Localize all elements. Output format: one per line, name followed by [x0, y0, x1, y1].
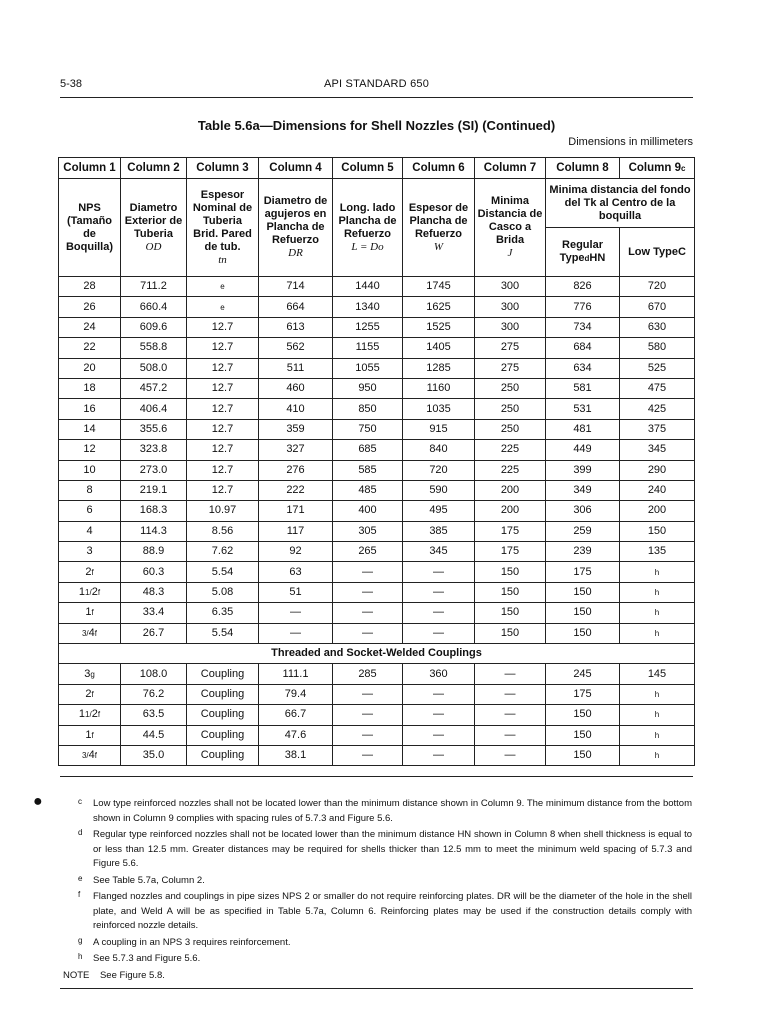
- footnote-ref: h: [654, 588, 660, 598]
- desc-low-type: Low TypeC: [620, 228, 695, 277]
- table-cell: 776: [546, 297, 620, 317]
- table-cell: 12.7: [187, 399, 259, 419]
- table-cell: 323.8: [121, 440, 187, 460]
- header-rule: [60, 97, 693, 98]
- table-cell: 150: [546, 582, 620, 602]
- table-cell: 35.0: [121, 745, 187, 765]
- table-cell: 1525: [403, 317, 475, 337]
- nozzle-row: [59, 419, 695, 439]
- coupling-row: [59, 745, 695, 765]
- table-cell: 290: [620, 460, 695, 480]
- table-cell: 664: [259, 297, 333, 317]
- table-cell: $^{3/}$4$^f$: [59, 745, 121, 765]
- table-cell: —: [403, 603, 475, 623]
- table-cell: 111.1: [259, 664, 333, 684]
- desc-regular-type: Regular Type$^d$HN: [546, 228, 620, 277]
- nozzle-dimensions-table: [58, 157, 695, 766]
- table-cell: 300: [475, 297, 546, 317]
- footnote: [78, 797, 692, 826]
- coupling-rows: [59, 664, 695, 766]
- table-cell: 495: [403, 501, 475, 521]
- table-cell: 150: [546, 745, 620, 765]
- table-cell: 360: [403, 664, 475, 684]
- table-cell: 720: [620, 277, 695, 297]
- table-cell: 1160: [403, 378, 475, 398]
- table-cell: 12.7: [187, 378, 259, 398]
- table-cell: 150: [475, 562, 546, 582]
- column-header: Column 2: [121, 158, 187, 179]
- table-cell: 1405: [403, 338, 475, 358]
- footnote-text: Low type reinforced nozzles shall not be located lower than the minimum distance shown in Column 9. The minimum distance from the bottom shown in Column 9 complies with spacing rules of 5.7.3 and Figure 5.6.: [93, 798, 692, 824]
- table-cell: 915: [403, 419, 475, 439]
- table-cell: —: [333, 603, 403, 623]
- table-cell: —: [333, 582, 403, 602]
- table-cell: —: [475, 664, 546, 684]
- table-cell: —: [333, 705, 403, 725]
- nozzle-row: [59, 623, 695, 643]
- table-cell: 850: [333, 399, 403, 419]
- table-cell: 76.2: [121, 684, 187, 704]
- table-cell: 66.7: [259, 705, 333, 725]
- table-cell: 6: [59, 501, 121, 521]
- table-cell: 150: [546, 603, 620, 623]
- table-cell: [187, 297, 259, 317]
- table-cell: 8: [59, 480, 121, 500]
- table-cell: 48.3: [121, 582, 187, 602]
- footnote-ref: h: [654, 730, 660, 740]
- units-note: Dimensions in millimeters: [568, 136, 693, 148]
- table-cell: —: [403, 582, 475, 602]
- footnote-ref: e: [220, 302, 225, 312]
- table-cell: 150: [620, 521, 695, 541]
- footnote: [78, 874, 692, 889]
- table-cell: 5.54: [187, 623, 259, 643]
- table-cell: —: [403, 623, 475, 643]
- nozzle-row: [59, 562, 695, 582]
- table-cell: 38.1: [259, 745, 333, 765]
- table-cell: [620, 684, 695, 704]
- table-cell: 1255: [333, 317, 403, 337]
- table-cell: 1$^f$: [59, 603, 121, 623]
- footnote: [78, 936, 692, 951]
- footnote-key: d: [78, 828, 83, 837]
- table-cell: 28: [59, 277, 121, 297]
- desc-hole-diameter: Diametro de agujeros en Plancha de Refuerzo DR: [259, 179, 333, 277]
- table-cell: 1055: [333, 358, 403, 378]
- table-cell: 2$^f$: [59, 684, 121, 704]
- table-cell: 375: [620, 419, 695, 439]
- table-cell: 200: [475, 501, 546, 521]
- table-cell: 150: [475, 603, 546, 623]
- table-cell: 24: [59, 317, 121, 337]
- table-cell: —: [333, 684, 403, 704]
- table-cell: 200: [475, 480, 546, 500]
- nozzle-row: [59, 460, 695, 480]
- table-cell: 51: [259, 582, 333, 602]
- table-cell: 5.08: [187, 582, 259, 602]
- table-cell: 457.2: [121, 378, 187, 398]
- table-cell: 12.7: [187, 440, 259, 460]
- table-cell: 1745: [403, 277, 475, 297]
- footnote-key: g: [78, 935, 83, 945]
- table-cell: 581: [546, 378, 620, 398]
- footnote-ref: h: [654, 628, 660, 638]
- table-cell: 12.7: [187, 317, 259, 337]
- column-header: Column 6: [403, 158, 475, 179]
- table-cell: 585: [333, 460, 403, 480]
- table-cell: [187, 277, 259, 297]
- table-cell: 245: [546, 664, 620, 684]
- table-cell: 720: [403, 460, 475, 480]
- desc-thickness: Espesor Nominal de Tuberia Brid. Pared de tub. tn: [187, 179, 259, 277]
- column-header: Column 9$^c$: [620, 158, 695, 179]
- table-cell: 285: [333, 664, 403, 684]
- table-cell: 562: [259, 338, 333, 358]
- coupling-row: [59, 664, 695, 684]
- table-cell: 171: [259, 501, 333, 521]
- table-cell: 33.4: [121, 603, 187, 623]
- table-cell: 47.6: [259, 725, 333, 745]
- table-cell: 114.3: [121, 521, 187, 541]
- page-number: 5-38: [60, 78, 83, 90]
- footnote: [78, 828, 692, 872]
- footnote-ref: h: [654, 751, 660, 761]
- table-cell: 200: [620, 501, 695, 521]
- table-cell: —: [475, 705, 546, 725]
- table-cell: $^{3/}$4$^f$: [59, 623, 121, 643]
- table-cell: 327: [259, 440, 333, 460]
- table-cell: 276: [259, 460, 333, 480]
- table-cell: 734: [546, 317, 620, 337]
- table-cell: 12.7: [187, 358, 259, 378]
- coupling-row: [59, 684, 695, 704]
- table-cell: 750: [333, 419, 403, 439]
- table-cell: —: [333, 725, 403, 745]
- table-cell: 511: [259, 358, 333, 378]
- table-cell: 26: [59, 297, 121, 317]
- nozzle-rows: [59, 277, 695, 644]
- table-cell: 3$^g$: [59, 664, 121, 684]
- table-cell: 150: [546, 623, 620, 643]
- table-cell: 265: [333, 542, 403, 562]
- table-cell: 2$^f$: [59, 562, 121, 582]
- table-cell: 88.9: [121, 542, 187, 562]
- table-cell: 685: [333, 440, 403, 460]
- table-title: Table 5.6a—Dimensions for Shell Nozzles (SI) (Continued): [197, 118, 556, 133]
- footer-rule: [60, 988, 693, 989]
- nozzle-row: [59, 501, 695, 521]
- table-cell: 406.4: [121, 399, 187, 419]
- table-cell: 1625: [403, 297, 475, 317]
- table-cell: 20: [59, 358, 121, 378]
- footnote-key: e: [78, 873, 83, 883]
- table-cell: [620, 745, 695, 765]
- table-cell: 558.8: [121, 338, 187, 358]
- table-cell: 168.3: [121, 501, 187, 521]
- desc-min-distance: Minima distancia del fondo del Tk al Centro de la boquilla: [546, 179, 695, 228]
- table-cell: 670: [620, 297, 695, 317]
- table-cell: 63.5: [121, 705, 187, 725]
- table-cell: —: [259, 603, 333, 623]
- table-cell: 22: [59, 338, 121, 358]
- column-header: Column 3: [187, 158, 259, 179]
- table-cell: 10.97: [187, 501, 259, 521]
- table-cell: 630: [620, 317, 695, 337]
- table-cell: —: [333, 562, 403, 582]
- table-cell: 634: [546, 358, 620, 378]
- table-cell: 250: [475, 399, 546, 419]
- table-note: NOTE See Figure 5.8.: [63, 969, 165, 981]
- table-cell: 580: [620, 338, 695, 358]
- table-cell: 355.6: [121, 419, 187, 439]
- table-cell: 714: [259, 277, 333, 297]
- footnote-ref: e: [220, 282, 225, 292]
- table-cell: 7.62: [187, 542, 259, 562]
- footnote: [78, 890, 692, 934]
- table-cell: 1340: [333, 297, 403, 317]
- table-cell: 711.2: [121, 277, 187, 297]
- footnote-ref: h: [654, 567, 660, 577]
- table-cell: 305: [333, 521, 403, 541]
- table-cell: 12.7: [187, 460, 259, 480]
- footnote: [78, 952, 692, 967]
- page-header: [60, 78, 693, 96]
- table-cell: [620, 623, 695, 643]
- table-cell: —: [475, 725, 546, 745]
- table-cell: —: [403, 684, 475, 704]
- nozzle-row: [59, 399, 695, 419]
- table-cell: [620, 582, 695, 602]
- table-cell: 135: [620, 542, 695, 562]
- table-cell: 410: [259, 399, 333, 419]
- table-cell: 950: [333, 378, 403, 398]
- table-cell: Coupling: [187, 705, 259, 725]
- table-cell: —: [403, 562, 475, 582]
- table-cell: 273.0: [121, 460, 187, 480]
- table-cell: 684: [546, 338, 620, 358]
- footnote-text: Flanged nozzles and couplings in pipe sizes NPS 2 or smaller do not require reinforcing plates. DR will be the diameter of the hole in the shell plate, and Weld A will be as specified in Table 5.7a, Column 6. Reinforcing plates may be used if the construction details comply with reinforced nozzle details.: [93, 891, 692, 931]
- description-row: [59, 179, 695, 228]
- nozzle-row: [59, 542, 695, 562]
- table-cell: 609.6: [121, 317, 187, 337]
- table-cell: 12: [59, 440, 121, 460]
- table-cell: Coupling: [187, 664, 259, 684]
- table-cell: —: [403, 705, 475, 725]
- table-cell: 18: [59, 378, 121, 398]
- table-cell: 349: [546, 480, 620, 500]
- table-cell: 175: [475, 542, 546, 562]
- table-cell: 175: [546, 684, 620, 704]
- column-header: Column 5: [333, 158, 403, 179]
- table-cell: 219.1: [121, 480, 187, 500]
- table-cell: 16: [59, 399, 121, 419]
- footnote-text: See Table 5.7a, Column 2.: [93, 874, 205, 886]
- table-cell: 12.7: [187, 480, 259, 500]
- table-cell: 12.7: [187, 338, 259, 358]
- table-cell: $1^{1/}2^f$: [59, 582, 121, 602]
- table-cell: 150: [475, 582, 546, 602]
- table-cell: 359: [259, 419, 333, 439]
- footnotes: [63, 797, 692, 983]
- table-cell: 6.35: [187, 603, 259, 623]
- footnote-ref: h: [654, 608, 660, 618]
- table-cell: 60.3: [121, 562, 187, 582]
- table-cell: 117: [259, 521, 333, 541]
- table-cell: 485: [333, 480, 403, 500]
- table-cell: 225: [475, 460, 546, 480]
- section-title: Threaded and Socket-Welded Couplings: [59, 644, 695, 664]
- table-cell: [620, 725, 695, 745]
- table-cell: 1035: [403, 399, 475, 419]
- column-header: Column 7: [475, 158, 546, 179]
- table-cell: —: [403, 745, 475, 765]
- table-cell: 1440: [333, 277, 403, 297]
- table-cell: 460: [259, 378, 333, 398]
- table-cell: 660.4: [121, 297, 187, 317]
- table-cell: 150: [546, 725, 620, 745]
- table-cell: 44.5: [121, 725, 187, 745]
- table-bottom-rule: [60, 776, 693, 777]
- table-cell: —: [333, 745, 403, 765]
- table-cell: 239: [546, 542, 620, 562]
- footnote-ref: h: [654, 710, 660, 720]
- footnote-text: Regular type reinforced nozzles shall not be located lower than the minimum distance HN shown in Column 8 when shell thickness is equal to or less than 12.5 mm. Greater distances may be required for shells thicker than 12.5 mm to meet the minimum weld spacing of 5.7.3 and Figure 5.6.: [93, 829, 692, 869]
- table-cell: 5.54: [187, 562, 259, 582]
- table-cell: 150: [475, 623, 546, 643]
- table-cell: 481: [546, 419, 620, 439]
- nozzle-row: [59, 317, 695, 337]
- table-cell: 8.56: [187, 521, 259, 541]
- table-cell: 250: [475, 378, 546, 398]
- table-cell: —: [475, 745, 546, 765]
- desc-plate-thickness: Espesor de Plancha de Refuerzo W: [403, 179, 475, 277]
- table-cell: 14: [59, 419, 121, 439]
- table-cell: 275: [475, 338, 546, 358]
- table-cell: 449: [546, 440, 620, 460]
- nozzle-row: [59, 378, 695, 398]
- nozzle-row: [59, 480, 695, 500]
- nozzle-row: [59, 521, 695, 541]
- desc-od: Diametro Exterior de Tuberia OD: [121, 179, 187, 277]
- table-cell: 240: [620, 480, 695, 500]
- table-cell: 26.7: [121, 623, 187, 643]
- desc-shell-to-flange: Minima Distancia de Casco a Brida J: [475, 179, 546, 277]
- footnote-key: f: [78, 890, 81, 899]
- nozzle-row: [59, 440, 695, 460]
- table-cell: $1^{1/}2^f$: [59, 705, 121, 725]
- footnote-text: See 5.7.3 and Figure 5.6.: [93, 953, 201, 964]
- table-cell: 306: [546, 501, 620, 521]
- table-cell: 1155: [333, 338, 403, 358]
- table-cell: 63: [259, 562, 333, 582]
- table-cell: 145: [620, 664, 695, 684]
- table-cell: 1$^f$: [59, 725, 121, 745]
- nozzle-row: [59, 297, 695, 317]
- column-number-row: [59, 158, 695, 179]
- table-cell: 613: [259, 317, 333, 337]
- table-cell: 3: [59, 542, 121, 562]
- table-cell: —: [475, 684, 546, 704]
- nozzle-row: [59, 358, 695, 378]
- column-header: Column 1: [59, 158, 121, 179]
- table-cell: 275: [475, 358, 546, 378]
- table-cell: 108.0: [121, 664, 187, 684]
- table-cell: 175: [475, 521, 546, 541]
- table-cell: 531: [546, 399, 620, 419]
- table-cell: 10: [59, 460, 121, 480]
- table-cell: 508.0: [121, 358, 187, 378]
- footnote-text: A coupling in an NPS 3 requires reinforcement.: [93, 936, 291, 948]
- nozzle-row: [59, 603, 695, 623]
- table-cell: 4: [59, 521, 121, 541]
- coupling-row: [59, 725, 695, 745]
- table-cell: 300: [475, 277, 546, 297]
- table-cell: 425: [620, 399, 695, 419]
- desc-nps: NPS (Tamaño de Boquilla): [59, 179, 121, 277]
- standard-name: API STANDARD 650: [323, 78, 430, 90]
- column-header: Column 8: [546, 158, 620, 179]
- table-cell: 345: [403, 542, 475, 562]
- table-cell: 1285: [403, 358, 475, 378]
- coupling-section: [59, 644, 695, 664]
- table-cell: —: [403, 725, 475, 745]
- bullet-icon: ●: [33, 793, 43, 810]
- table-cell: 79.4: [259, 684, 333, 704]
- table-cell: 175: [546, 562, 620, 582]
- footnote-key: c: [78, 797, 82, 806]
- table-cell: 300: [475, 317, 546, 337]
- table-cell: 12.7: [187, 419, 259, 439]
- table-cell: 590: [403, 480, 475, 500]
- table-cell: 400: [333, 501, 403, 521]
- table-cell: 826: [546, 277, 620, 297]
- table-cell: 259: [546, 521, 620, 541]
- table-cell: 92: [259, 542, 333, 562]
- table-cell: [620, 562, 695, 582]
- coupling-row: [59, 705, 695, 725]
- table-cell: 250: [475, 419, 546, 439]
- footnote-key: h: [78, 952, 83, 961]
- footnote-ref: h: [654, 690, 660, 699]
- table-cell: 399: [546, 460, 620, 480]
- desc-plate-length: Long. lado Plancha de Refuerzo L = Do: [333, 179, 403, 277]
- table-cell: 345: [620, 440, 695, 460]
- table-cell: 475: [620, 378, 695, 398]
- table-cell: 385: [403, 521, 475, 541]
- table-cell: —: [259, 623, 333, 643]
- table-cell: 225: [475, 440, 546, 460]
- table-cell: 525: [620, 358, 695, 378]
- table-cell: Coupling: [187, 725, 259, 745]
- table-cell: Coupling: [187, 684, 259, 704]
- table-cell: —: [333, 623, 403, 643]
- table-cell: [620, 603, 695, 623]
- column-header: Column 4: [259, 158, 333, 179]
- table-cell: Coupling: [187, 745, 259, 765]
- nozzle-row: [59, 582, 695, 602]
- nozzle-row: [59, 338, 695, 358]
- table-cell: 222: [259, 480, 333, 500]
- table-cell: 840: [403, 440, 475, 460]
- nozzle-row: [59, 277, 695, 297]
- section-row: [59, 644, 695, 664]
- table-cell: [620, 705, 695, 725]
- table-cell: 150: [546, 705, 620, 725]
